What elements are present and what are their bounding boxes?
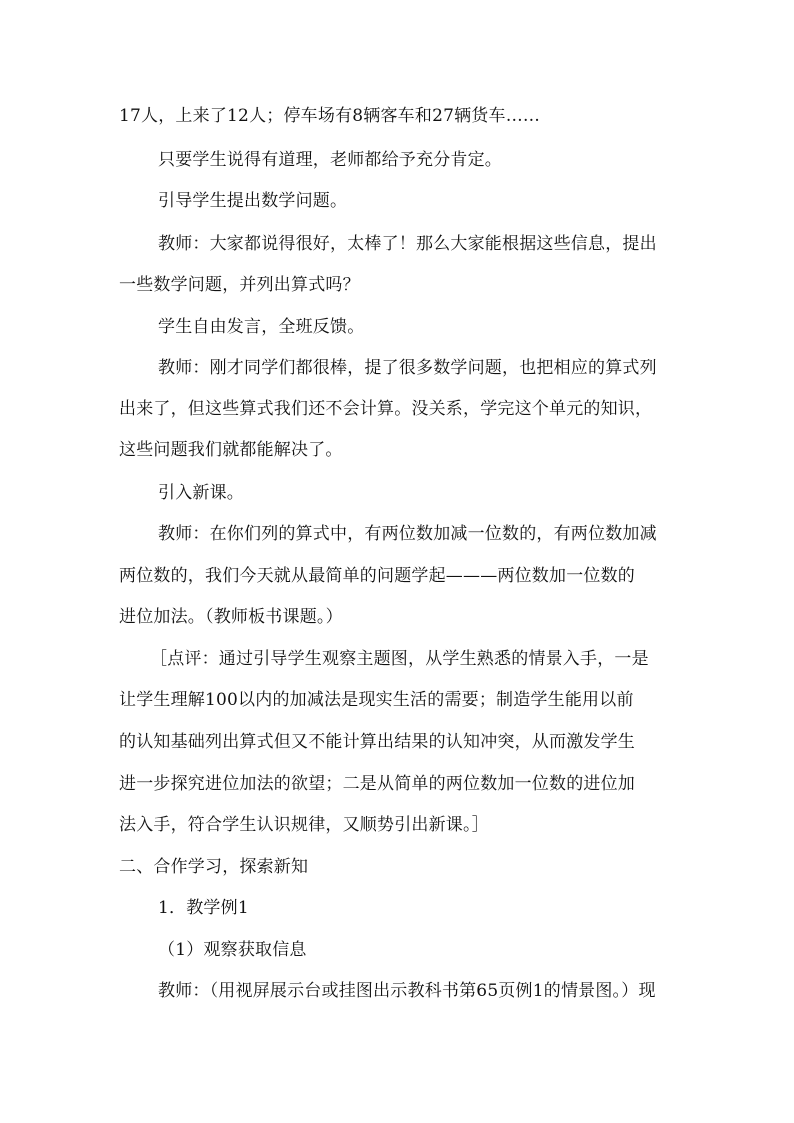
comment-line: 法入手，符合学生认识规律，又顺势引出新课。］ <box>119 815 489 835</box>
text-line: 教师：（用视屏展示台或挂图出示教科书第65页例1的情景图。）现 <box>158 981 656 1001</box>
comment-line: 的认知基础列出算式但又不能计算出结果的认知冲突，从而激发学生 <box>119 732 635 752</box>
text-line: 进位加法。（教师板书课题。） <box>119 607 343 627</box>
step-heading: （1）观察获取信息 <box>158 940 307 960</box>
text-line: 17人，上来了12人；停车场有8辆客车和27辆货车…… <box>119 106 541 126</box>
comment-line: 进一步探究进位加法的欲望；二是从简单的两位数加一位数的进位加 <box>119 774 635 794</box>
text-line: 教师：大家都说得很好，太棒了！那么大家能根据这些信息，提出 <box>158 234 657 254</box>
text-line: 引入新课。 <box>158 483 244 503</box>
comment-line: ［点评：通过引导学生观察主题图，从学生熟悉的情景入手，一是 <box>150 649 649 669</box>
comment-line: 让学生理解100以内的加减法是现实生活的需要；制造学生能用以前 <box>119 690 634 710</box>
text-line: 教师：在你们列的算式中，有两位数加减一位数的，有两位数加减 <box>158 524 657 544</box>
subsection-heading: 1．教学例1 <box>158 898 249 918</box>
text-line: 出来了，但这些算式我们还不会计算。没关系，学完这个单元的知识， <box>119 399 653 419</box>
text-line: 两位数的，我们今天就从最简单的问题学起———两位数加一位数的 <box>119 566 635 586</box>
text-line: 只要学生说得有道理，老师都给予充分肯定。 <box>158 150 502 170</box>
text-line: 学生自由发言，全班反馈。 <box>158 317 365 337</box>
text-line: 一些数学问题，并列出算式吗？ <box>119 275 360 295</box>
section-heading: 二、合作学习，探索新知 <box>119 857 309 877</box>
text-line: 教师：刚才同学们都很棒，提了很多数学问题，也把相应的算式列 <box>158 358 657 378</box>
text-line: 引导学生提出数学问题。 <box>158 191 348 211</box>
text-line: 这些问题我们就都能解决了。 <box>119 440 343 460</box>
